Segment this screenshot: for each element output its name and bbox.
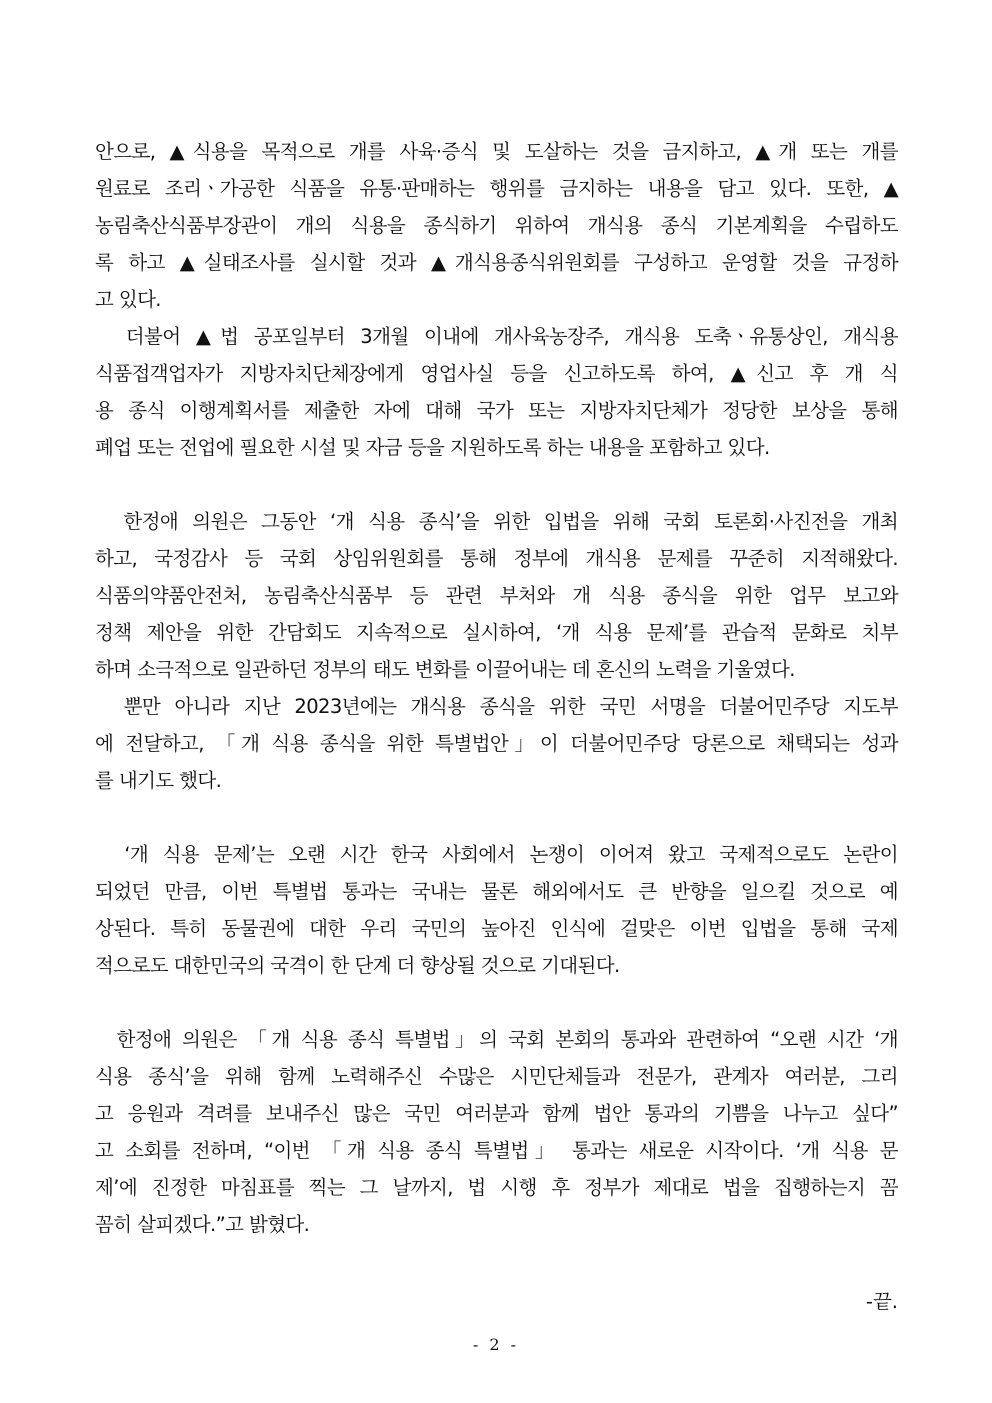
text-line: ‘개 식용 문제’는 오랜 시간 한국 사회에서 논쟁이 이어져 왔고 국제적으로도 논란이 — [95, 843, 898, 866]
text-line: 한정애 의원은 그동안 ‘개 식용 종식’을 위한 입법을 위해 국회 토론회·사진전을 개최 — [95, 510, 898, 533]
text-line: 정책 제안을 위한 간담회도 지속적으로 실시하여, ‘개 식용 문제’를 관습적 문화로 치부 — [95, 621, 898, 644]
text-line: 적으로도 대한민국의 국격이 한 단계 더 향상될 것으로 기대된다. — [95, 954, 620, 977]
text-line: 록 하고 ▲실태조사를 실시할 것과 ▲개식용종식위원회를 구성하고 운영할 것을 규정하 — [95, 251, 898, 274]
text-line: 더불어 ▲법 공포일부터 3개월 이내에 개사육농장주, 개식용 도축ㆍ유통상인, 개식용 — [95, 325, 898, 348]
paragraph-gap — [95, 984, 898, 1021]
text-line: 고 소회를 전하며, “이번 「개 식용 종식 특별법」 통과는 새로운 시작이다. ‘개 식용 문 — [95, 1139, 898, 1162]
text-line: 안으로, ▲식용을 목적으로 개를 사육·증식 및 도살하는 것을 금지하고, ▲개 또는 개를 — [95, 140, 898, 163]
text-line: 원료로 조리ㆍ가공한 식품을 유통·판매하는 행위를 금지하는 내용을 담고 있다. 또한, ▲ — [95, 177, 898, 200]
text-line: 용 종식 이행계획서를 제출한 자에 대해 국가 또는 지방자치단체가 정당한 보상을 통해 — [95, 399, 898, 422]
text-line: 식용 종식’을 위해 함께 노력해주신 수많은 시민단체들과 전문가, 관계자 여러분, 그리 — [95, 1065, 898, 1088]
paragraph-5 — [95, 836, 898, 984]
text-line: 되었던 만큼, 이번 특별법 통과는 국내는 물론 해외에서도 큰 반향을 일으킬 것으로 예 — [95, 880, 898, 903]
text-line: 농림축산식품부장관이 개의 식용을 종식하기 위하여 개식용 종식 기본계획을 수립하도 — [95, 214, 898, 237]
text-line: 꼼히 살피겠다.”고 밝혔다. — [95, 1213, 310, 1236]
text-line: 식품접객업자가 지방자치단체장에게 영업사실 등을 신고하도록 하여, ▲신고 후 개 식 — [95, 362, 898, 385]
text-line: 고 응원과 격려를 보내주신 많은 국민 여러분과 함께 법안 통과의 기쁨을 나누고 싶다” — [95, 1102, 898, 1125]
page-number: - 2 - — [472, 1335, 520, 1354]
paragraph-6 — [95, 1021, 898, 1243]
text-line: 폐업 또는 전업에 필요한 시설 및 자금 등을 지원하도록 하는 내용을 포함하고 있다. — [95, 436, 770, 459]
paragraph-1 — [95, 133, 898, 318]
text-line: 를 내기도 했다. — [95, 769, 222, 792]
end-mark: -끝. — [865, 1290, 898, 1313]
text-line: 하고, 국정감사 등 국회 상임위원회를 통해 정부에 개식용 문제를 꾸준히 지적해왔다. — [95, 547, 898, 570]
text-line: 한정애 의원은 「개 식용 종식 특별법」의 국회 본회의 통과와 관련하여 “오랜 시간 ‘개 — [95, 1028, 898, 1051]
text-line: 상된다. 특히 동물권에 대한 우리 국민의 높아진 인식에 걸맞은 이번 입법을 통해 국제 — [95, 917, 898, 940]
text-line: 제’에 진정한 마침표를 찍는 그 날까지, 법 시행 후 정부가 제대로 법을 집행하는지 꼼 — [95, 1176, 898, 1199]
paragraph-3 — [95, 503, 898, 688]
text-line: 하며 소극적으로 일관하던 정부의 태도 변화를 이끌어내는 데 혼신의 노력을 기울였다. — [95, 658, 795, 681]
text-line: 뿐만 아니라 지난 2023년에는 개식용 종식을 위한 국민 서명을 더불어민주당 지도부 — [95, 695, 898, 718]
paragraph-2 — [95, 318, 898, 466]
text-line: 에 전달하고, 「개 식용 종식을 위한 특별법안」이 더불어민주당 당론으로 채택되는 성과 — [95, 732, 898, 755]
text-line: 식품의약품안전처, 농림축산식품부 등 관련 부처와 개 식용 종식을 위한 업무 보고와 — [95, 584, 898, 607]
paragraph-gap — [95, 466, 898, 503]
document-body — [95, 133, 898, 1243]
paragraph-4 — [95, 688, 898, 799]
text-line: 고 있다. — [95, 288, 161, 311]
paragraph-gap — [95, 799, 898, 836]
